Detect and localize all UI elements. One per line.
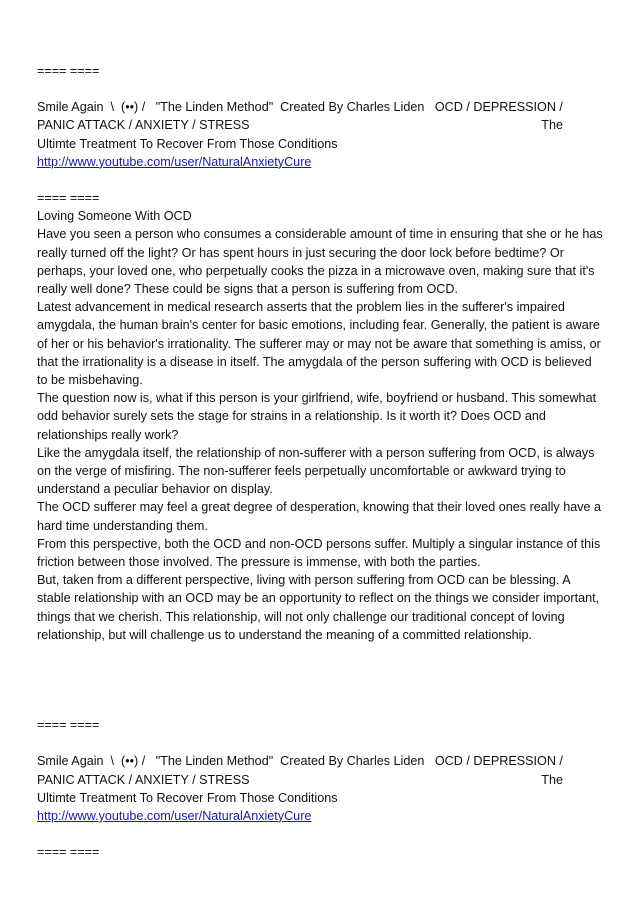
article-title: Loving Someone With OCD <box>37 209 192 224</box>
promo-line-1: Smile Again \ (••) / "The Linden Method" Created By Charles Liden OCD / DEPRESSION / <box>37 754 563 769</box>
document-page <box>37 62 603 861</box>
separator: ==== ==== <box>37 64 100 78</box>
article-paragraph: Like the amygdala itself, the relationship of non-sufferer with a person suffering from OCD, is always on the verge of misfiring. The non-sufferer feels perpetually uncomfortable or awkward trying to understand a peculiar behavior on display. <box>37 445 595 497</box>
promo-block <box>37 752 603 825</box>
separator: ==== ==== <box>37 191 100 206</box>
promo-block <box>37 98 603 171</box>
promo-line-2-left: PANIC ATTACK / ANXIETY / STRESS <box>37 118 250 133</box>
article-paragraph: The question now is, what if this person is your girlfriend, wife, boyfriend or husband. This somewhat odd behavior surely sets the stage for strains in a relationship. Is it worth it? Does OCD and relationships really work? <box>37 391 597 442</box>
article-paragraph: From this perspective, both the OCD and non-OCD persons suffer. Multiply a singular instance of this friction between those involved. The pressure is immense, with both the parties. <box>37 536 601 570</box>
article-paragraph: Latest advancement in medical research asserts that the problem lies in the sufferer's impaired amygdala, the human brain's center for basic emotions, including fear. Generally, the patient is aware of her or his behavior's irrationality. The sufferer may or may not be aware that something is amiss, or that the irrationality is a disease in itself. The amygdala of the person suffering with OCD is believed to be misbehaving. <box>37 300 601 388</box>
promo-line-3: Ultimte Treatment To Recover From Those Conditions <box>37 136 338 151</box>
separator: ==== ==== <box>37 845 100 860</box>
promo-line-2 <box>37 771 603 789</box>
promo-line-1: Smile Again \ (••) / "The Linden Method" Created By Charles Liden OCD / DEPRESSION / <box>37 100 563 115</box>
promo-line-2-left: PANIC ATTACK / ANXIETY / STRESS <box>37 772 250 787</box>
promo-line-3: Ultimte Treatment To Recover From Those Conditions <box>37 790 338 805</box>
article-paragraph: The OCD sufferer may feel a great degree of desperation, knowing that their loved ones really have a hard time understanding them. <box>37 500 602 533</box>
article-paragraph: Have you seen a person who consumes a considerable amount of time in ensuring that she or he has really turned off the light? Or has spent hours in just securing the door lock before bedtime? Or perhaps, your loved one, who perpetually cooks the pizza in a microwave oven, making sure that it's really well done? These could be signs that a person is suffering from OCD. <box>37 227 603 297</box>
promo-line-2-right: The <box>541 118 563 133</box>
separator: ==== ==== <box>37 718 100 733</box>
promo-url-link[interactable]: http://www.youtube.com/user/NaturalAnxietyCure <box>37 808 312 823</box>
promo-line-2-right: The <box>541 772 563 787</box>
article-paragraph: But, taken from a different perspective, living with person suffering from OCD can be blessing. A stable relationship with an OCD may be an opportunity to reflect on the things we consider important, things that we cherish. This relationship, will not only challenge our traditional concept of loving relationship, but will challenge us to understand the meaning of a committed relationship. <box>37 573 600 642</box>
promo-url-link[interactable]: http://www.youtube.com/user/NaturalAnxietyCure <box>37 154 312 169</box>
promo-line-2 <box>37 116 603 134</box>
